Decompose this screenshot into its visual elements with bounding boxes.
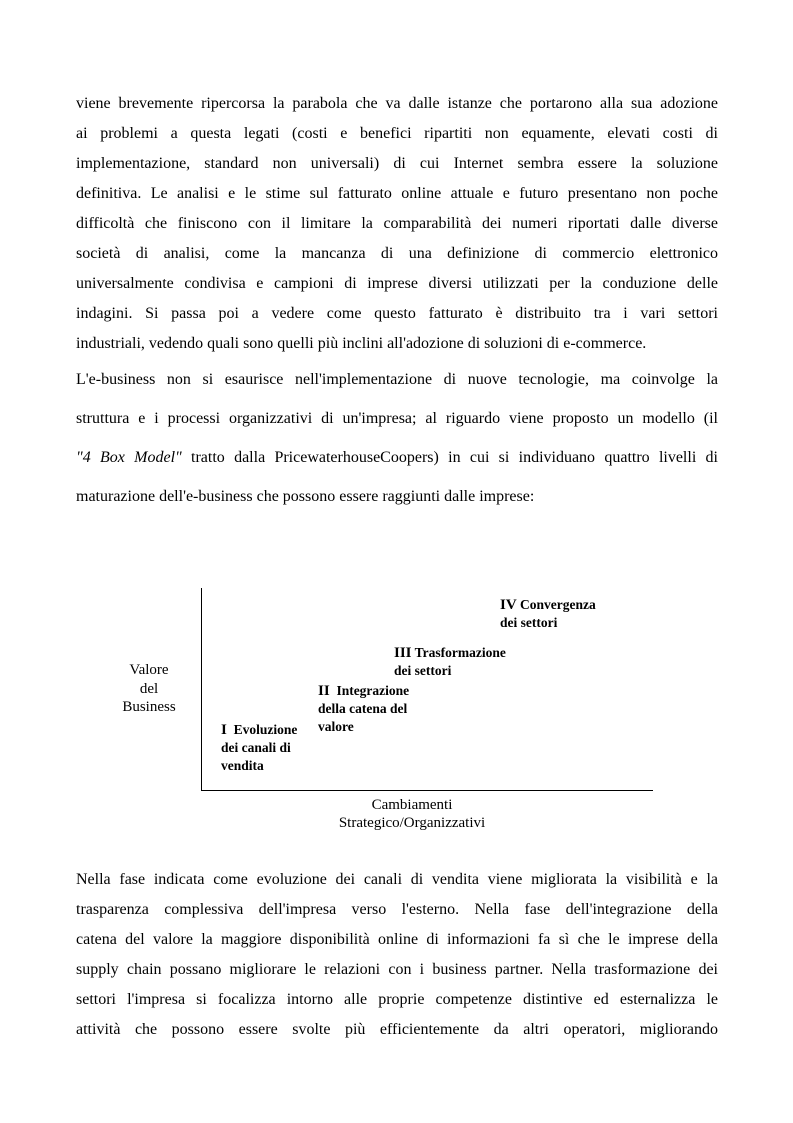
stage-3-label <box>394 644 506 680</box>
y-axis-label-line: Valore <box>129 662 169 678</box>
text-line: viene brevemente ripercorsa la parabola che va dalle istanze che portarono alla sua adozione <box>76 95 718 112</box>
text-line-model <box>76 438 718 477</box>
text-line: ai problemi a questa legati (costi e benefici ripartiti non equamente, elevati costi di <box>76 125 718 142</box>
text-line: L'e-business non si esaurisce nell'implementazione di nuove tecnologie, ma coinvolge la <box>76 371 718 388</box>
stage-title: Trasformazione <box>414 645 506 660</box>
text-line: industriali, vedendo quali sono quelli più inclini all'adozione di soluzioni di e-commerce. <box>76 335 647 352</box>
paragraph-3 <box>76 865 718 1045</box>
y-axis <box>201 588 202 791</box>
stage-line: della catena del <box>318 701 408 716</box>
stage-title: Convergenza <box>520 597 596 612</box>
y-axis-label-line: Business <box>122 699 176 715</box>
y-axis-label <box>112 661 186 717</box>
stage-line: dei settori <box>394 663 452 678</box>
stage-line: dei settori <box>500 615 558 630</box>
stage-numeral: III <box>394 645 412 661</box>
stage-line: dei canali di <box>221 740 291 755</box>
x-axis-label-line: Cambiamenti <box>371 797 453 813</box>
x-axis-label-line: Strategico/Organizzativi <box>338 815 486 831</box>
stage-numeral: II <box>318 683 330 699</box>
stage-line: valore <box>318 719 354 734</box>
model-name: "4 Box Model" <box>76 449 182 466</box>
text-line: supply chain possano migliorare le relazioni con i business partner. Nella trasformazione dei <box>76 961 718 978</box>
text-line-rest: tratto dalla PricewaterhouseCoopers) in cui si individuano quattro livelli di <box>181 449 718 466</box>
text-line: definitiva. Le analisi e le stime sul fatturato online attuale e futuro presentano non poche <box>76 185 718 202</box>
y-axis-label-line: del <box>139 680 159 697</box>
stage-title: Evoluzione <box>233 722 298 737</box>
paragraph-2 <box>76 360 718 516</box>
x-axis-label <box>310 796 514 832</box>
text-line: universalmente condivisa e campioni di imprese diversi utilizzati per la conduzione delle <box>76 275 718 292</box>
text-line: indagini. Si passa poi a vedere come questo fatturato è distribuito tra i vari settori <box>76 305 718 322</box>
text-line: trasparenza complessiva dell'impresa verso l'esterno. Nella fase dell'integrazione della <box>76 901 718 918</box>
text-line: maturazione dell'e-business che possono essere raggiunti dalle imprese: <box>76 488 535 505</box>
text-line: Nella fase indicata come evoluzione dei canali di vendita viene migliorata la visibilità e la <box>76 871 718 888</box>
stage-1-label <box>221 721 297 775</box>
text-line: attività che possono essere svolte più efficientemente da altri operatori, migliorando <box>76 1021 718 1038</box>
text-line: società di analisi, come la mancanza di una definizione di commercio elettronico <box>76 245 718 262</box>
stage-numeral: IV <box>500 597 517 613</box>
paragraph-1 <box>76 89 718 359</box>
stage-4-label <box>500 596 596 632</box>
text-line: implementazione, standard non universali) di cui Internet sembra essere la soluzione <box>76 155 718 172</box>
stage-title: Integrazione <box>336 683 410 698</box>
text-line: difficoltà che finiscono con il limitare la comparabilità dei numeri riportati dalle diverse <box>76 215 718 232</box>
x-axis <box>201 790 653 791</box>
stage-2-label <box>318 682 409 736</box>
stage-numeral: I <box>221 722 227 738</box>
text-line: catena del valore la maggiore disponibilità online di informazioni fa sì che le imprese della <box>76 931 718 948</box>
text-line: settori l'impresa si focalizza intorno alle proprie competenze distintive ed esternalizza le <box>76 991 718 1008</box>
stage-line: vendita <box>221 758 264 773</box>
text-line: struttura e i processi organizzativi di un'impresa; al riguardo viene proposto un modello (il <box>76 410 718 427</box>
